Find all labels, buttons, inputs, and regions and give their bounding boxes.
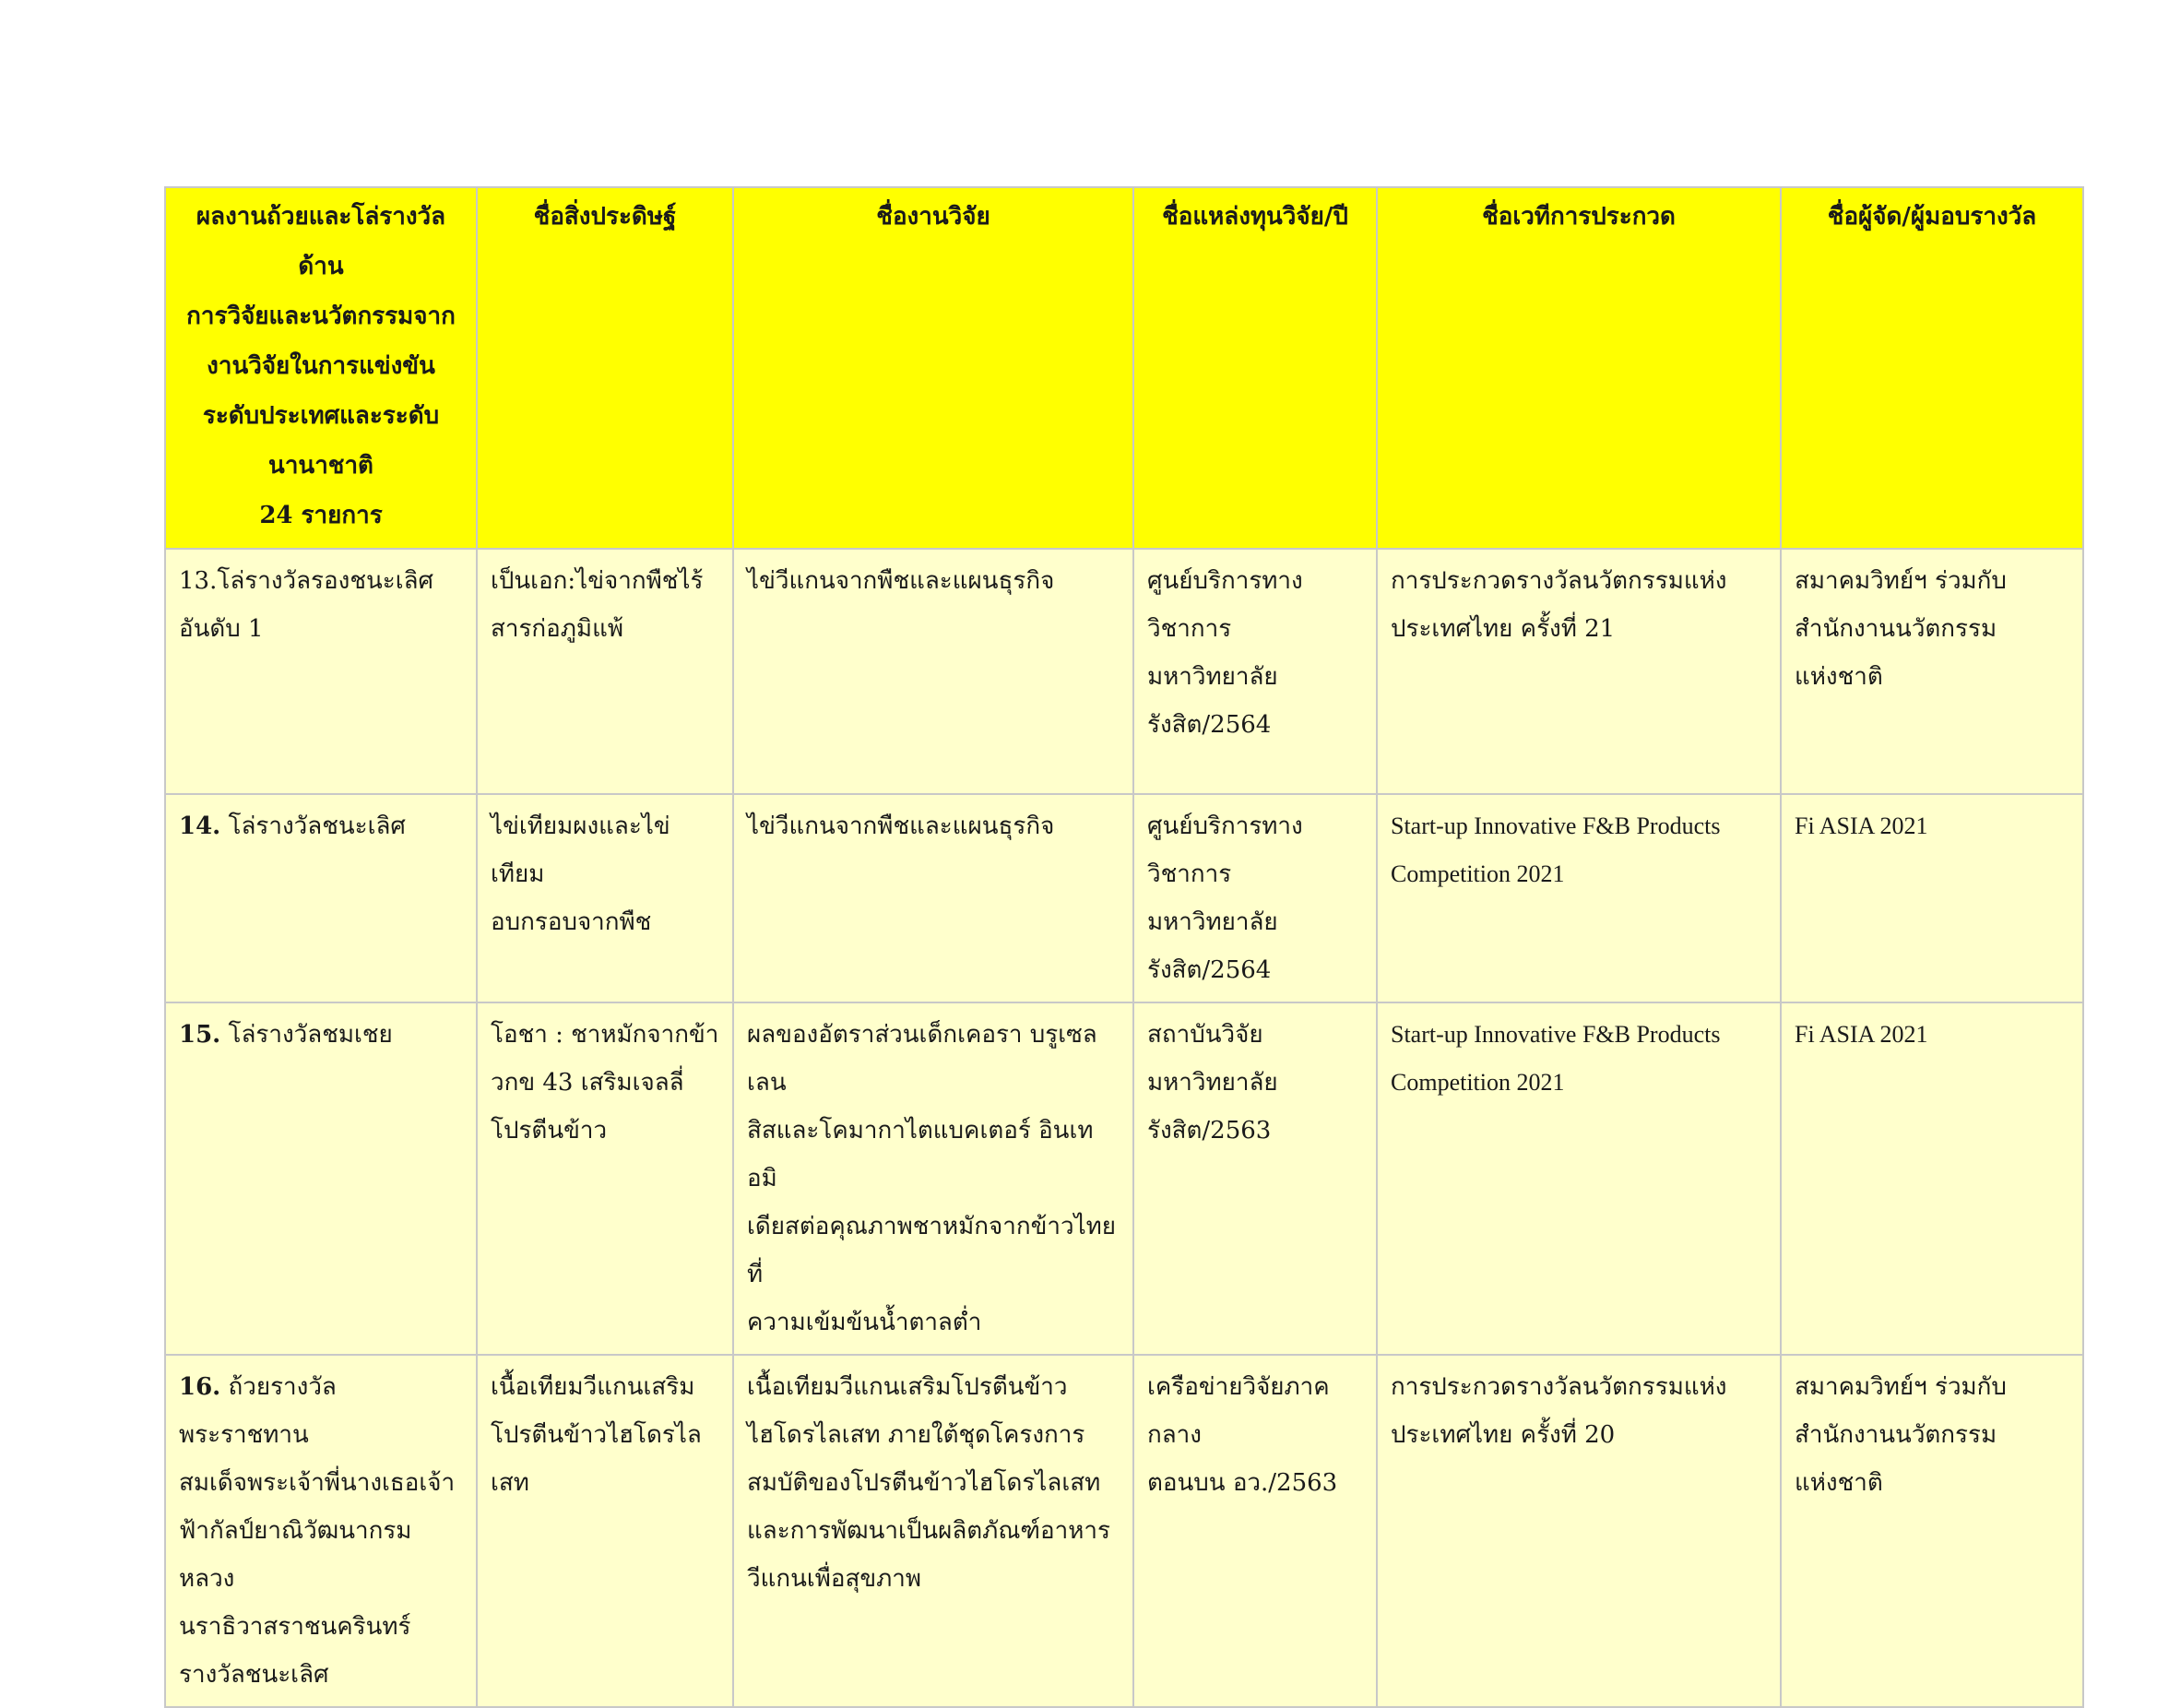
- invention-cell: ไข่เทียมผงและไข่เทียม อบกรอบจากพืช: [477, 794, 733, 1002]
- award-cell: [165, 1355, 477, 1707]
- organizer-cell: สมาคมวิทย์ฯ ร่วมกับ สำนักงานนวัตกรรม แห่งชาติ: [1781, 1355, 2083, 1707]
- header-research-label: ชื่องานวิจัย: [876, 203, 990, 231]
- organizer-cell: Fi ASIA 2021: [1781, 1002, 2083, 1355]
- research-cell: ผลของอัตราส่วนเด็กเคอรา บรูเซลเลน สิสและโคมากาไตแบคเตอร์ อินเทอมิ เดียสต่อคุณภาพชาหมักจากข้าวไทยที่ ความเข้มข้นน้ำตาลต่ำ: [733, 1002, 1133, 1355]
- header-award-line: การวิจัยและนวัตกรรมจาก: [186, 302, 456, 330]
- award-cell: [165, 794, 477, 1002]
- table-row: [165, 1355, 2083, 1707]
- award-title: โล่รางวัลชมเชย: [220, 1021, 393, 1049]
- award-number: 13.: [179, 567, 218, 595]
- header-award-line: ระดับประเทศและระดับ: [202, 402, 440, 430]
- invention-cell: โอชา : ชาหมักจากข้า วกข 43 เสริมเจลลี่ โปรตีนข้าว: [477, 1002, 733, 1355]
- header-award-count: 24 รายการ: [259, 502, 383, 529]
- awards-table: [164, 186, 2084, 1708]
- header-award-line: ผลงานถ้วยและโล่รางวัลด้าน: [196, 203, 446, 280]
- award-number: 15.: [179, 1021, 221, 1049]
- award-cell: [165, 549, 477, 794]
- invention-cell: เนื้อเทียมวีแกนเสริม โปรตีนข้าวไฮโดรไล เสท: [477, 1355, 733, 1707]
- research-cell: เนื้อเทียมวีแกนเสริมโปรตีนข้าว ไฮโดรไลเสท ภายใต้ชุดโครงการ สมบัติของโปรตีนข้าวไฮโดรไลเสท และการพัฒนาเป็นผลิตภัณฑ์อาหาร วีแกนเพื่อสุขภาพ: [733, 1355, 1133, 1707]
- contest-cell: Start-up Innovative F&B Products Competition 2021: [1377, 1002, 1781, 1355]
- organizer-cell: Fi ASIA 2021: [1781, 794, 2083, 1002]
- research-cell: ไข่วีแกนจากพืชและแผนธุรกิจ: [733, 549, 1133, 794]
- table-row: [165, 1002, 2083, 1355]
- header-award-line: นานาชาติ: [268, 452, 373, 480]
- funding-cell: ศูนย์บริการทาง วิชาการ มหาวิทยาลัย รังสิต/2564: [1133, 794, 1377, 1002]
- header-funding-source: [1133, 187, 1377, 549]
- organizer-cell: สมาคมวิทย์ฯ ร่วมกับ สำนักงานนวัตกรรม แห่งชาติ: [1781, 549, 2083, 794]
- research-cell: ไข่วีแกนจากพืชและแผนธุรกิจ: [733, 794, 1133, 1002]
- funding-cell: เครือข่ายวิจัยภาคกลาง ตอนบน อว./2563: [1133, 1355, 1377, 1707]
- award-title: โล่รางวัลรองชนะเลิศ อันดับ 1: [179, 567, 434, 643]
- header-research-name: [733, 187, 1133, 549]
- award-title: โล่รางวัลชนะเลิศ: [220, 812, 406, 840]
- funding-cell: ศูนย์บริการทาง วิชาการ มหาวิทยาลัย รังสิต/2564: [1133, 549, 1377, 794]
- header-funding-label: ชื่อแหล่งทุนวิจัย/ปี: [1162, 203, 1348, 231]
- header-organizer: [1781, 187, 2083, 549]
- award-number: 16.: [179, 1373, 221, 1401]
- header-award-line: งานวิจัยในการแข่งขัน: [207, 352, 435, 380]
- contest-cell: การประกวดรางวัลนวัตกรรมแห่ง ประเทศไทย ครั้งที่ 21: [1377, 549, 1781, 794]
- invention-cell: เป็นเอก:ไข่จากพืชไร้ สารก่อภูมิแพ้: [477, 549, 733, 794]
- header-invention-name: [477, 187, 733, 549]
- award-title: ถ้วยรางวัลพระราชทาน สมเด็จพระเจ้าพี่นางเธอเจ้า ฟ้ากัลป์ยาณิวัฒนากรมหลวง นราธิวาสราชนครินทร์ รางวัลชนะเลิศ: [179, 1373, 456, 1689]
- contest-cell: Start-up Innovative F&B Products Competition 2021: [1377, 794, 1781, 1002]
- header-organizer-label: ชื่อผู้จัด/ผู้มอบรางวัล: [1827, 203, 2037, 231]
- award-cell: [165, 1002, 477, 1355]
- header-award-category: [165, 187, 477, 549]
- table-row: [165, 549, 2083, 794]
- header-invention-label: ชื่อสิ่งประดิษฐ์: [533, 203, 677, 231]
- contest-cell: การประกวดรางวัลนวัตกรรมแห่ง ประเทศไทย ครั้งที่ 20: [1377, 1355, 1781, 1707]
- funding-cell: สถาบันวิจัย มหาวิทยาลัย รังสิต/2563: [1133, 1002, 1377, 1355]
- table-header-row: [165, 187, 2083, 549]
- award-number: 14.: [179, 812, 221, 840]
- header-contest-name: [1377, 187, 1781, 549]
- table-row: [165, 794, 2083, 1002]
- header-contest-label: ชื่อเวทีการประกวด: [1482, 203, 1676, 231]
